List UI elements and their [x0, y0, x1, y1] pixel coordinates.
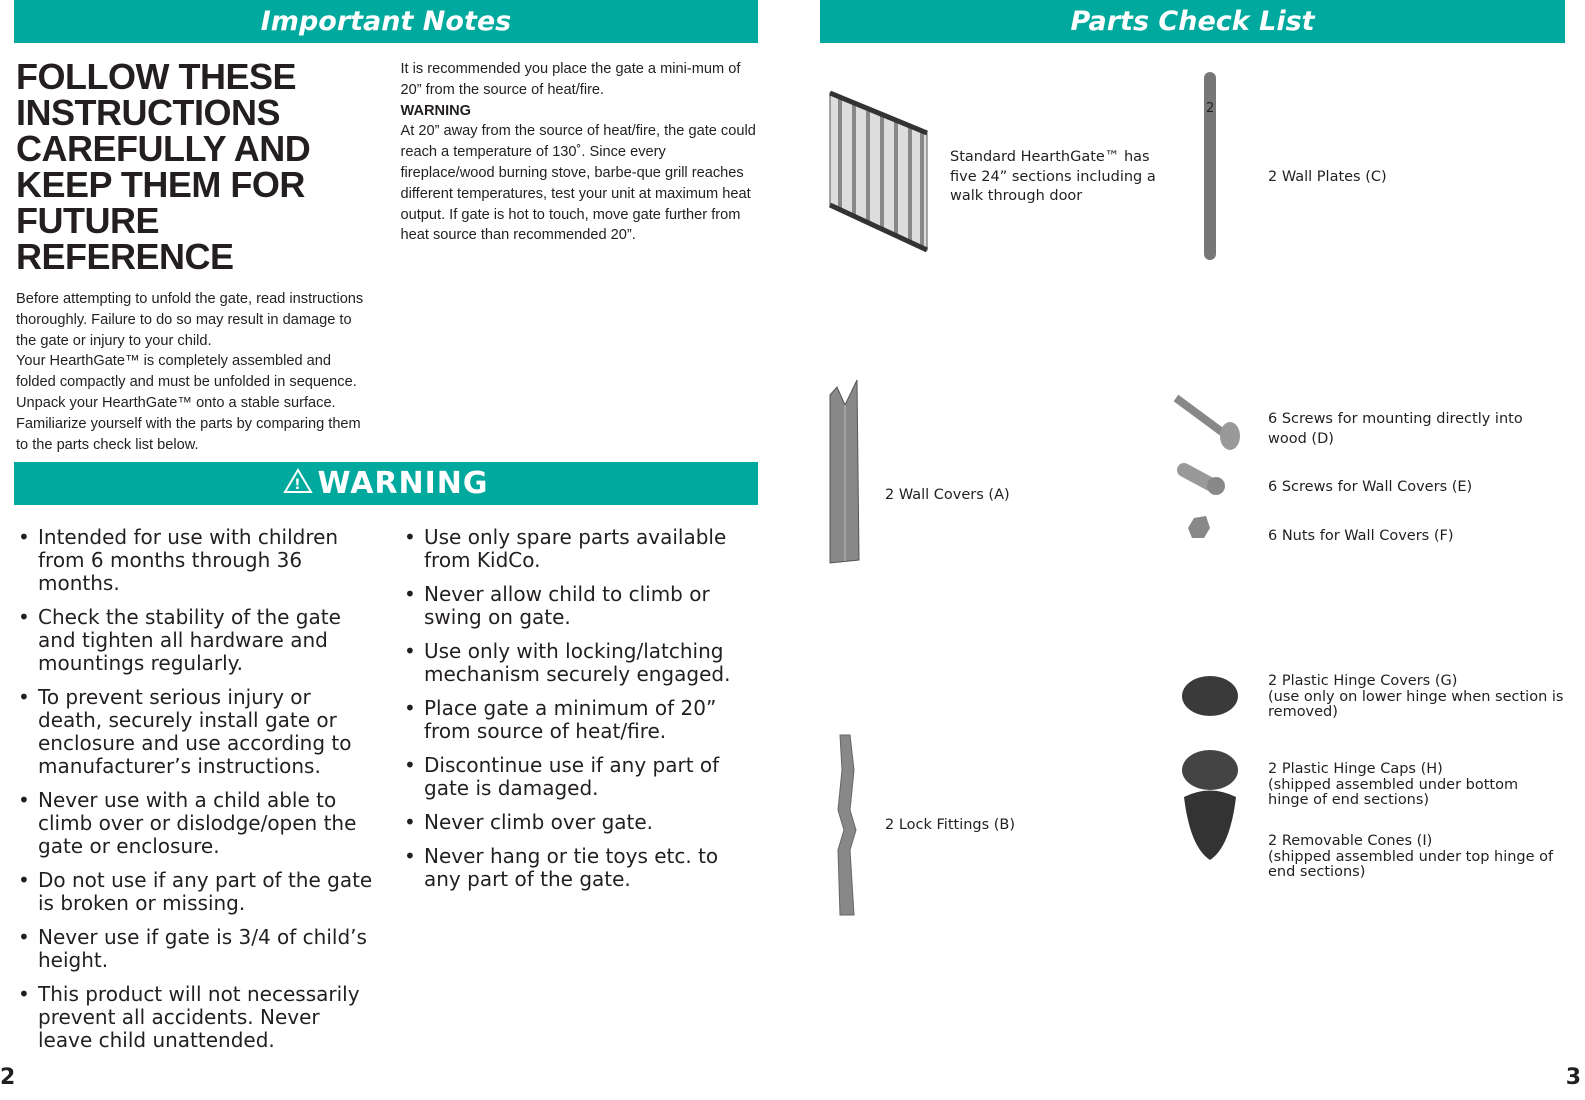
wall-covers-label: 2 Wall Covers (A) [885, 487, 1010, 503]
screws-d-label: 6 Screws for mounting directly into wood (D) [1268, 411, 1523, 447]
hinge-parts-image [1178, 672, 1248, 867]
para-before-unfold: Before attempting to unfold the gate, read instructions thoroughly. Failure to do so may result in damage to the gate or injury to your child. [16, 291, 364, 349]
warning-item: • Check the stability of the gate and tighten all hardware and mountings regularly. [16, 606, 374, 675]
page-number-left: 2 [0, 1065, 16, 1090]
main-heading: FOLLOW THESE INSTRUCTIONS CAREFULLY AND KEEP THEM FOR FUTURE REFERENCE [16, 59, 311, 277]
parts-check-list-header: Parts Check List [820, 0, 1565, 43]
page-number-right: 3 [1565, 1065, 1581, 1090]
warning-header [14, 462, 758, 505]
warning-item: • Use only spare parts available from KidCo. [402, 526, 747, 572]
warning-item: • Use only with locking/latching mechanism securely engaged. [402, 640, 747, 686]
warning-item: • Never allow child to climb or swing on gate. [402, 583, 747, 629]
warning-item: • Intended for use with children from 6 months through 36 months. [16, 526, 374, 595]
lock-fitting-image [830, 730, 865, 920]
warning-item: • This product will not necessarily prevent all accidents. Never leave child unattended. [16, 983, 374, 1052]
gate-image [822, 85, 937, 255]
hinge-covers-note: (use only on lower hinge when section is removed) [1268, 688, 1564, 720]
warnings-list-1 [16, 526, 374, 1063]
para-recommend: It is recommended you place the gate a mini-mum of 20” from the source of heat/fire. [400, 61, 741, 98]
cones [1268, 834, 1558, 881]
hinge-caps-note: (shipped assembled under bottom hinge of end sections) [1268, 776, 1519, 808]
warning-item: • Do not use if any part of the gate is broken or missing. [16, 869, 374, 915]
warning-title: WARNING [317, 466, 489, 501]
important-notes-header: Important Notes [14, 0, 758, 43]
warning-item: • Discontinue use if any part of gate is damaged. [402, 754, 747, 800]
warning-item: • Place gate a minimum of 20” from source of heat/fire. [402, 697, 747, 743]
screws-e-label: 6 Screws for Wall Covers (E) [1268, 479, 1473, 495]
hinge-covers-label: 2 Plastic Hinge Covers (G) [1268, 673, 1458, 689]
gate-label: Standard HearthGate™ has five 24” sections including a walk through door [950, 149, 1156, 204]
warnings-list-2 [402, 526, 747, 902]
hardware-image [1170, 392, 1260, 552]
warning-label: WARNING [400, 102, 472, 119]
warning-triangle-icon [283, 463, 313, 506]
hinge-caps [1268, 762, 1548, 809]
warning-item: • To prevent serious injury or death, securely install gate or enclosure and use according to manufacturer’s instructions. [16, 686, 374, 778]
para-assembled: Your HearthGate™ is completely assembled and folded compactly and must be unfolded in sequence. Unpack your HearthGate™ onto a stable surface. Familiarize yourself with the parts by comparing them to the parts check list below. [16, 353, 361, 453]
warning-item: • Never climb over gate. [402, 811, 747, 834]
important-notes-body [16, 59, 759, 457]
lock-fittings-label: 2 Lock Fittings (B) [885, 817, 1016, 833]
para-heat-warning: At 20” away from the source of heat/fire, the gate could reach a temperature of 130˚. Since every fireplace/wood burning stove, barbe-que grill reaches different temperatures, test your unit at maximum heat output. If gate is hot to touch, move gate further from heat source than recommended 20”. [400, 123, 756, 244]
warning-item: • Never use if gate is 3/4 of child’s height. [16, 926, 374, 972]
warning-item: • Never use with a child able to climb over or dislodge/open the gate or enclosure. [16, 789, 374, 858]
hinge-covers [1268, 674, 1568, 721]
wall-plates-label: 2 Wall Plates (C) [1268, 169, 1387, 185]
warning-item: • Never hang or tie toys etc. to any part of the gate. [402, 845, 747, 891]
svg-text:!: ! [294, 477, 303, 493]
wall-plate-image [1200, 70, 1222, 262]
nuts-f-label: 6 Nuts for Wall Covers (F) [1268, 528, 1454, 544]
cones-label: 2 Removable Cones (I) [1268, 833, 1433, 849]
hinge-caps-label: 2 Plastic Hinge Caps (H) [1268, 761, 1443, 777]
wall-plate-mark: 2 [1206, 101, 1215, 116]
wall-cover-image [825, 375, 865, 565]
cones-note: (shipped assembled under top hinge of end sections) [1268, 848, 1554, 880]
